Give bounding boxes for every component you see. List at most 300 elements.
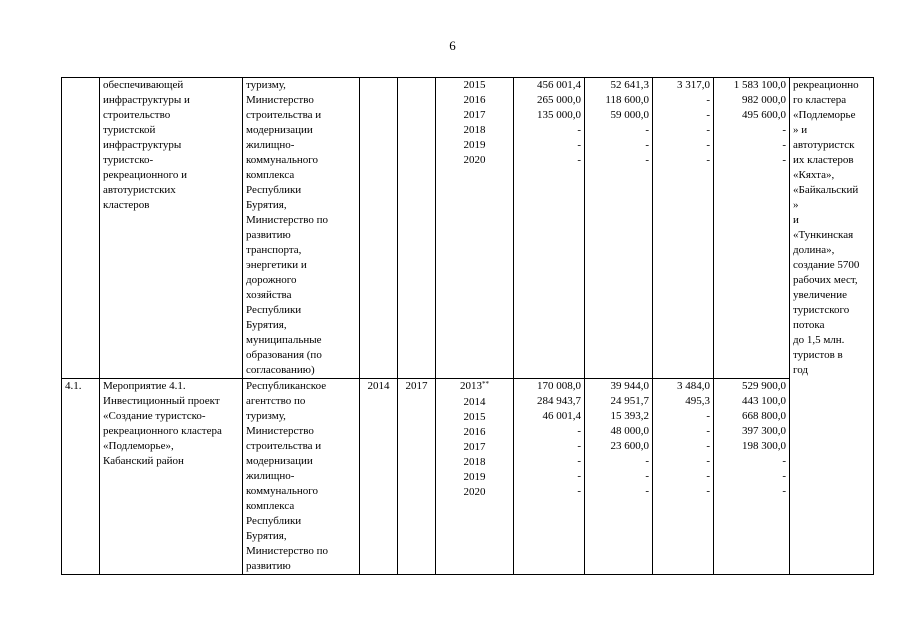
cell-line [656,394,710,409]
cell-line [656,123,710,138]
cell-line [103,409,239,424]
cell-text: «Байкальский [793,184,859,196]
end-year: 2017 [405,380,428,392]
cell-text: строительства и [246,440,322,452]
cell-line [717,93,786,108]
cell-line [793,153,870,168]
other-cell [714,78,790,379]
cell-line [656,78,710,93]
cell-line [793,78,870,93]
cell-line [246,168,356,183]
cell-text: » [793,199,799,211]
cell-text: 1 583 100,0 [733,79,786,91]
cell-line [246,484,356,499]
cell-text: 668 800,0 [742,410,786,422]
cell-line [103,394,239,409]
cell-line [588,108,649,123]
cell-text: - [782,124,786,136]
cell-line [246,123,356,138]
cell-line [793,348,870,363]
cell-line [793,123,870,138]
cell-line [517,424,581,439]
cell-text: Бурятия, [246,319,287,331]
cell-text: 59 000,0 [610,109,649,121]
federal-cell [585,78,653,379]
row-number-cell [62,379,100,575]
executors-cell [243,379,360,575]
cell-line [439,410,510,425]
cell-line [246,138,356,153]
cell-text: 397 300,0 [742,425,786,437]
years-cell [436,78,514,379]
cell-line [246,499,356,514]
cell-text: «Подлеморье», [103,440,174,452]
cell-line [103,454,239,469]
row-number: 4.1. [65,380,82,392]
cell-text: 529 900,0 [742,380,786,392]
cell-line [588,78,649,93]
cell-text: согласованию) [246,364,315,376]
cell-line [103,153,239,168]
cell-text: 2017 [463,109,486,121]
cell-line [717,394,786,409]
cell-text: 135 000,0 [537,109,581,121]
cell-line [517,138,581,153]
cell-line [246,153,356,168]
cell-line [588,138,649,153]
cell-line [103,198,239,213]
cell-line [656,138,710,153]
cell-text: - [577,154,581,166]
cell-text: 3 317,0 [677,79,710,91]
cell-text: их кластеров [793,154,854,166]
cell-text: - [645,124,649,136]
cell-text: Инвестиционный проект [103,395,220,407]
cell-text: модернизации [246,455,313,467]
executors-cell [243,78,360,379]
cell-line [246,394,356,409]
cell-line [656,424,710,439]
cell-text: - [706,485,710,497]
page-number: 6 [449,38,456,53]
cell-text: 2014 [463,396,486,408]
cell-line [439,440,510,455]
cell-line [517,439,581,454]
cell-text: инфраструктуры и [103,94,190,106]
cell-text: развитию [246,560,291,572]
cell-line [517,108,581,123]
cell-line [717,123,786,138]
cell-text: 2016 [463,426,486,438]
cell-line [588,123,649,138]
cell-text: 118 600,0 [605,94,649,106]
cell-text: 495 600,0 [742,109,786,121]
row-number-cell [62,78,100,379]
cell-line [793,213,870,228]
cell-line [588,424,649,439]
cell-line [246,333,356,348]
republic-cell [653,78,714,379]
cell-text: увеличение [793,289,847,301]
cell-line [656,439,710,454]
cell-line [246,439,356,454]
cell-line [103,379,239,394]
cell-text: модернизации [246,124,313,136]
cell-line [439,93,510,108]
cell-text: транспорта, [246,244,302,256]
cell-line [246,183,356,198]
cell-line [717,138,786,153]
cell-text: создание 5700 [793,259,860,271]
cell-text: - [706,124,710,136]
cell-line [246,258,356,273]
cell-line [246,514,356,529]
cell-text: Министерство [246,94,314,106]
cell-text: рекреационного кластера [103,425,222,437]
cell-line [793,273,870,288]
cell-text: Министерство по [246,545,328,557]
cell-line [588,394,649,409]
cell-text: Республиканское [246,380,327,392]
cell-text: хозяйства [246,289,292,301]
cell-text: - [782,485,786,497]
cell-line [246,198,356,213]
cell-line [656,409,710,424]
cell-text: 2020 [463,486,486,498]
total-cell [514,78,585,379]
cell-line [517,409,581,424]
cell-line [246,409,356,424]
cell-line [656,454,710,469]
cell-text: потока [793,319,825,331]
cell-text: 2015 [463,411,486,423]
cell-text: 2019 [463,139,486,151]
cell-text: коммунального [246,485,318,497]
cell-line [656,108,710,123]
cell-text: строительства и [246,109,322,121]
cell-text: - [706,109,710,121]
cell-line [717,78,786,93]
cell-line [517,454,581,469]
cell-text: 24 951,7 [610,395,649,407]
cell-line [439,123,510,138]
cell-line [439,485,510,500]
cell-text: рекреационного и [103,169,188,181]
budget-table [61,77,874,575]
cell-line [103,183,239,198]
cell-text: долина», [793,244,835,256]
cell-line [717,153,786,168]
total-cell [514,379,585,575]
cell-line [656,484,710,499]
cell-line [246,288,356,303]
footnote-mark: ** [482,380,489,388]
cell-text: - [645,455,649,467]
cell-text: - [706,425,710,437]
cell-line [103,138,239,153]
cell-text: Мероприятие 4.1. [103,380,186,392]
cell-line [717,108,786,123]
cell-line [246,108,356,123]
cell-line [793,303,870,318]
cell-line [439,425,510,440]
years-cell [436,379,514,575]
start-year-cell [360,379,398,575]
cell-text: 2016 [463,94,486,106]
cell-line [246,213,356,228]
cell-text: строительство [103,109,171,121]
cell-text: - [577,470,581,482]
cell-text: - [645,139,649,151]
cell-text: 198 300,0 [742,440,786,452]
cell-text: - [706,455,710,467]
cell-line [246,243,356,258]
cell-text: 2017 [463,441,486,453]
cell-line [793,258,870,273]
table-row [62,379,874,575]
cell-line [793,243,870,258]
cell-line [246,424,356,439]
cell-text: муниципальные [246,334,322,346]
start-year-cell [360,78,398,379]
cell-text: 2018 [463,124,486,136]
cell-text: 23 600,0 [610,440,649,452]
cell-line [439,470,510,485]
cell-text: - [577,440,581,452]
cell-line [517,484,581,499]
cell-line [793,168,870,183]
cell-text: рабочих мест, [793,274,858,286]
cell-line [588,153,649,168]
cell-line [103,439,239,454]
cell-line [246,348,356,363]
cell-line [439,108,510,123]
cell-text: агентство по [246,395,306,407]
cell-line [439,455,510,470]
cell-text: туристов в [793,349,843,361]
cell-line [656,379,710,394]
cell-text: год [793,364,809,376]
cell-text: 2019 [463,471,486,483]
cell-text: - [706,94,710,106]
cell-text: дорожного [246,274,297,286]
cell-text: автотуристских [103,184,176,196]
cell-line [246,228,356,243]
cell-text: - [645,470,649,482]
cell-line [793,363,870,378]
cell-text: го кластера [793,94,847,106]
cell-text: «Подлеморье [793,109,856,121]
cell-text: - [645,154,649,166]
cell-text: 265 000,0 [537,94,581,106]
cell-line [517,379,581,394]
cell-line [103,78,239,93]
cell-text: - [782,154,786,166]
cell-line [517,123,581,138]
cell-line [246,529,356,544]
cell-line [246,303,356,318]
cell-text: Кабанский район [103,455,184,467]
cell-line [793,183,870,198]
cell-text: 15 393,2 [610,410,649,422]
cell-line [439,78,510,93]
cell-line [439,379,510,395]
cell-text: 3 484,0 [677,380,710,392]
cell-line [517,394,581,409]
cell-text: жилищно- [246,139,295,151]
cell-text: - [782,455,786,467]
cell-text: рекреационно [793,79,859,91]
cell-text: - [782,470,786,482]
cell-line [717,469,786,484]
cell-line [793,93,870,108]
cell-line [588,454,649,469]
start-year: 2014 [367,380,390,392]
cell-text: развитию [246,229,291,241]
cell-line [517,153,581,168]
table-row [62,78,874,379]
cell-text: Бурятия, [246,199,287,211]
cell-line [246,273,356,288]
cell-line [588,484,649,499]
cell-line [717,424,786,439]
cell-text: 2013 [460,380,482,392]
cell-line [656,153,710,168]
cell-line [793,108,870,123]
cell-text: образования (по [246,349,322,361]
cell-text: коммунального [246,154,318,166]
cell-text: туризму, [246,410,286,422]
cell-text: Министерство по [246,214,328,226]
cell-text: 48 000,0 [610,425,649,437]
cell-line [588,379,649,394]
cell-text: 39 944,0 [610,380,649,392]
cell-line [517,78,581,93]
cell-text: - [577,124,581,136]
result-cell [790,78,874,575]
cell-line [246,363,356,378]
cell-line [588,469,649,484]
cell-line [793,318,870,333]
cell-text: - [706,410,710,422]
cell-text: 170 008,0 [537,380,581,392]
cell-text: 2015 [463,79,486,91]
cell-text: обеспечивающей [103,79,184,91]
cell-text: комплекса [246,169,295,181]
cell-line [103,168,239,183]
cell-text: 495,3 [685,395,710,407]
cell-text: туристской [103,124,156,136]
cell-text: - [706,139,710,151]
cell-line [246,454,356,469]
cell-text: 284 943,7 [537,395,581,407]
cell-line [588,93,649,108]
cell-line [793,138,870,153]
cell-line [793,228,870,243]
cell-line [246,93,356,108]
cell-text: - [706,440,710,452]
cell-text: Республики [246,184,302,196]
cell-line [717,454,786,469]
cell-line [246,78,356,93]
cell-text: Бурятия, [246,530,287,542]
cell-text: 46 001,4 [542,410,581,422]
cell-text: инфраструктуры [103,139,182,151]
cell-text: «Тункинская [793,229,854,241]
cell-line [103,123,239,138]
cell-line [717,379,786,394]
cell-text: - [706,470,710,482]
cell-text: до 1,5 млн. [793,334,845,346]
cell-text: 2020 [463,154,486,166]
cell-text: 982 000,0 [742,94,786,106]
cell-line [103,93,239,108]
cell-text: Министерство [246,425,314,437]
cell-line [103,424,239,439]
cell-line [246,379,356,394]
cell-text: - [706,154,710,166]
end-year-cell [398,379,436,575]
cell-line [517,469,581,484]
cell-line [656,469,710,484]
cell-line [439,138,510,153]
cell-text: жилищно- [246,470,295,482]
cell-text: Республики [246,304,302,316]
cell-line [246,318,356,333]
cell-text: - [577,485,581,497]
cell-line [588,439,649,454]
cell-line [439,395,510,410]
other-cell [714,379,790,575]
cell-text: туристско- [103,154,154,166]
cell-text: - [577,425,581,437]
cell-text: » и [793,124,808,136]
cell-text: 2018 [463,456,486,468]
cell-line [246,469,356,484]
cell-text: и [793,214,799,226]
cell-line [793,333,870,348]
cell-line [717,409,786,424]
cell-text: - [577,455,581,467]
description-cell [100,78,243,379]
cell-text: Республики [246,515,302,527]
cell-text: комплекса [246,500,295,512]
end-year-cell [398,78,436,379]
cell-line [656,93,710,108]
cell-line [439,153,510,168]
cell-text: 52 641,3 [610,79,649,91]
cell-text: - [577,139,581,151]
cell-text: 443 100,0 [742,395,786,407]
cell-text: кластеров [103,199,150,211]
cell-text: автотуристск [793,139,855,151]
cell-line [246,544,356,559]
description-cell [100,379,243,575]
cell-text: - [645,485,649,497]
cell-line [793,198,870,213]
cell-text: энергетики и [246,259,307,271]
cell-text: «Кяхта», [793,169,835,181]
cell-text: - [782,139,786,151]
cell-text: «Создание туристско- [103,410,206,422]
cell-text: 456 001,4 [537,79,581,91]
cell-line [793,288,870,303]
cell-text: туризму, [246,79,286,91]
cell-line [103,108,239,123]
cell-line [246,559,356,574]
cell-line [588,409,649,424]
cell-line [717,439,786,454]
